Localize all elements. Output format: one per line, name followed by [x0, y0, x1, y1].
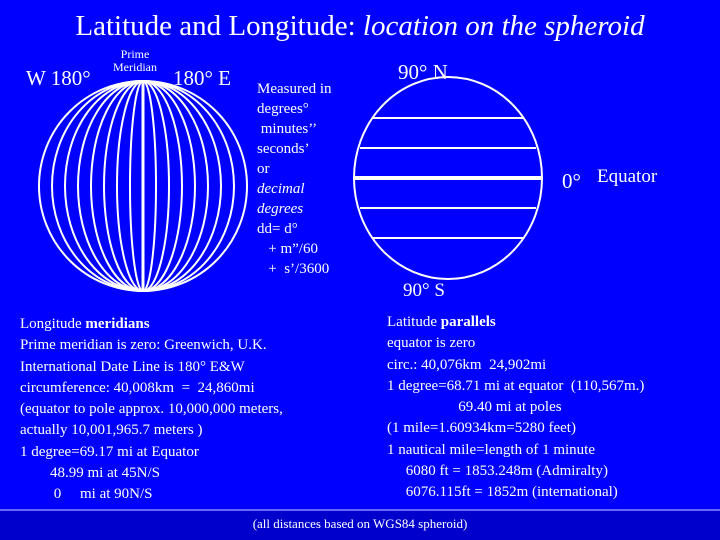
prime-meridian-label: Prime Meridian: [113, 47, 157, 74]
meridian-globe: [39, 81, 247, 291]
note-line: degrees°: [257, 101, 309, 117]
latitude-line: circ.: 40,076km 24,902mi: [387, 356, 547, 373]
formula-line: + s’/3600: [257, 261, 330, 277]
longitude-meridians-block: [20, 314, 283, 506]
note-line: Measured in: [257, 81, 332, 97]
note-line-italic: degrees: [257, 201, 304, 217]
equator-label: Equator: [597, 166, 658, 187]
latitude-parallels-block: [387, 312, 644, 504]
formula-line: + m”/60: [257, 241, 318, 257]
longitude-line: Prime meridian is zero: Greenwich, U.K.: [20, 337, 267, 354]
longitude-line: actually 10,001,965.7 meters ): [20, 422, 203, 439]
longitude-line: 48.99 mi at 45N/S: [20, 465, 161, 482]
footer-divider: [0, 509, 720, 511]
formula-line: dd= d°: [257, 221, 298, 237]
latitude-line: equator is zero: [387, 335, 476, 352]
title-italic: location on the spheroid: [362, 10, 645, 42]
south-90-label: 90° S: [403, 280, 445, 301]
longitude-line: 0 mi at 90N/S: [20, 486, 153, 503]
longitude-line: circumference: 40,008km = 24,860mi: [20, 379, 255, 396]
footer-note: (all distances based on WGS84 spheroid): [252, 516, 468, 531]
latitude-line: 1 degree=68.71 mi at equator (110,567m.): [387, 377, 645, 394]
note-line: seconds’: [257, 141, 310, 157]
longitude-heading: Longitude meridians: [20, 316, 150, 332]
measurement-units-note: [257, 79, 332, 279]
equator-degree-label: 0°: [562, 169, 581, 193]
west-180-label: W 180°: [26, 66, 91, 90]
note-line-italic: decimal: [257, 181, 305, 197]
longitude-line: International Date Line is 180° E&W: [20, 358, 245, 375]
latitude-line: 69.40 mi at poles: [387, 399, 562, 416]
latitude-heading: Latitude parallels: [387, 314, 496, 330]
latitude-line: (1 mile=1.60934km=5280 feet): [387, 420, 576, 437]
east-180-label: 180° E: [173, 66, 231, 90]
latitude-line: 6076.115ft = 1852m (international): [387, 484, 618, 501]
north-90-label: 90° N: [398, 60, 448, 84]
note-line: or: [257, 161, 270, 177]
longitude-line: 1 degree=69.17 mi at Equator: [20, 443, 199, 460]
longitude-line: (equator to pole approx. 10,000,000 meters,: [20, 401, 283, 418]
note-line: minutes’’: [257, 121, 318, 137]
parallel-globe: [354, 77, 542, 279]
latitude-line: 1 nautical mile=length of 1 minute: [387, 441, 595, 458]
title-main: Latitude and Longitude:: [75, 10, 363, 42]
latitude-line: 6080 ft = 1853.248m (Admiralty): [387, 463, 608, 480]
